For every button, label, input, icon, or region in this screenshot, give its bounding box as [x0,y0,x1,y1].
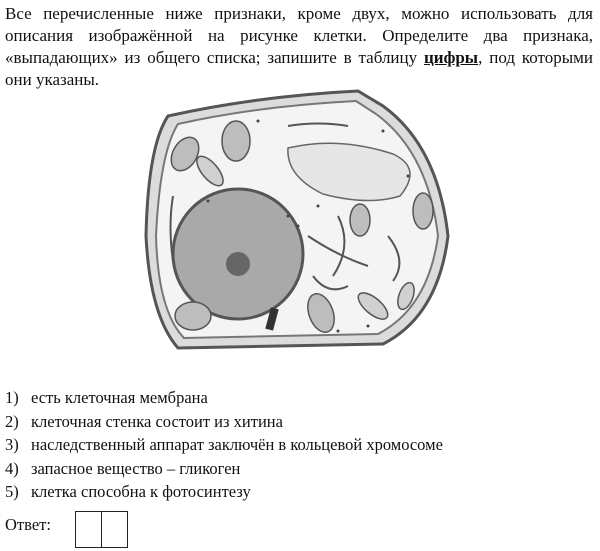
answer-label: Ответ: [5,515,51,534]
question-text-end: , под которыми они указаны. [5,48,593,89]
option-number: 2) [5,411,19,431]
option-2 [5,410,443,434]
option-text: наследственный аппарат заключён в кольцевой хромосоме [31,435,443,454]
answer-cell-1[interactable] [75,511,102,548]
option-text: запасное вещество – гликоген [31,458,241,478]
option-text: клетка способна к фотосинтезу [31,482,251,501]
nucleolus [226,252,250,276]
option-3 [5,433,443,457]
option-number: 4) [5,458,19,478]
answer-cell-2[interactable] [102,511,128,548]
option-5 [5,480,443,504]
answer-boxes [75,511,128,548]
options-list [5,386,443,504]
option-text: клеточная стенка состоит из хитина [31,411,283,431]
option-number: 5) [5,482,19,501]
option-number: 3) [5,435,19,454]
option-4 [5,457,443,481]
question-emphasis: цифры [424,48,479,67]
question-text-start: Все перечисленные ниже признаки, кроме двух, можно использовать для описания изображённой на рисунке клетки. Определите два признака, «выпадающих» из общего списка; запишите в таблицу [5,4,593,67]
option-text: есть клеточная мембрана [31,388,208,407]
option-1 [5,386,443,410]
question-text [5,3,593,91]
option-number: 1) [5,388,19,407]
plant-cell-illustration [138,86,456,362]
